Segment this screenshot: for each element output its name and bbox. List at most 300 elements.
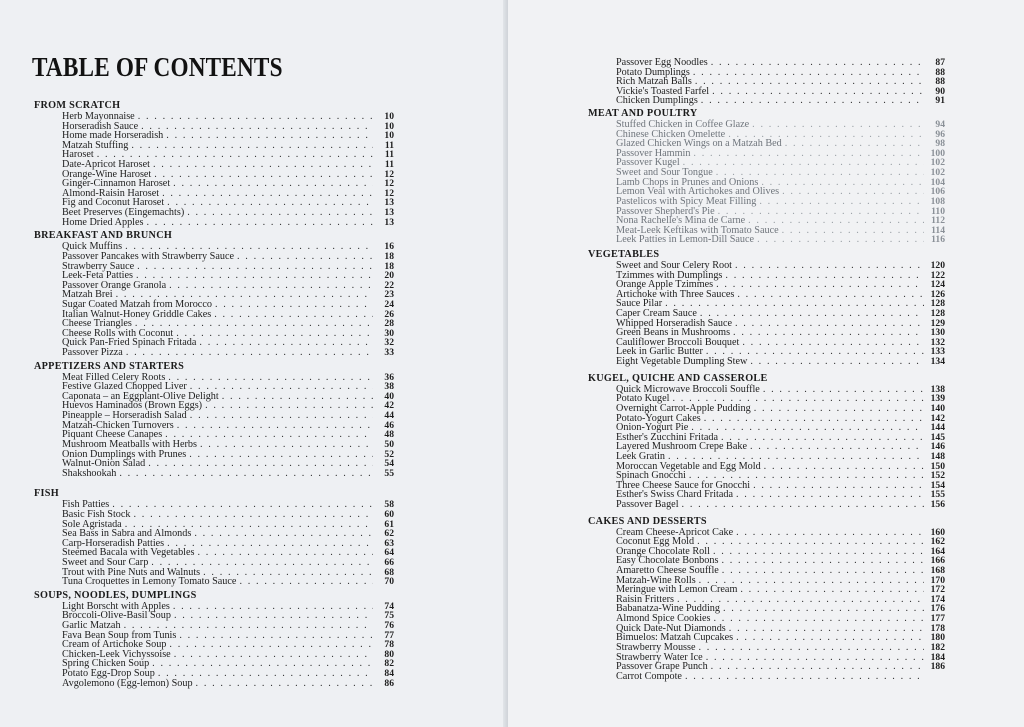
recipe-name: Potato Kugel (616, 393, 670, 405)
dot-leader (721, 556, 924, 566)
page-number: 60 (384, 508, 394, 520)
page-number: 18 (384, 250, 394, 262)
page-number: 28 (384, 318, 394, 330)
recipe-name: Light Borscht with Apples (62, 600, 170, 612)
dot-leader (196, 679, 373, 689)
dot-leader (237, 252, 373, 262)
page-number: 70 (384, 576, 394, 588)
recipe-name: Leek in Garlic Butter (616, 346, 703, 358)
toc-entry (34, 577, 394, 587)
recipe-name: Matzah Stuffing (62, 139, 129, 151)
left-toc-column (34, 100, 394, 688)
toc-section-fish (34, 488, 394, 586)
page-number: 40 (384, 390, 394, 402)
section-heading: APPETIZERS AND STARTERS (34, 360, 185, 372)
dot-leader (759, 197, 924, 207)
recipe-name: Vickie's Toasted Farfel (616, 85, 710, 97)
dot-leader (711, 58, 924, 68)
dot-leader (137, 262, 373, 272)
recipe-name: Meringue with Lemon Cream (616, 584, 738, 596)
dot-leader (754, 404, 924, 414)
recipe-name: Fish Patties (62, 499, 110, 511)
toc-entry (34, 679, 394, 689)
recipe-name: Chicken Dumplings (616, 95, 698, 107)
recipe-name: Orange Chocolate Roll (616, 545, 710, 557)
page-number: 86 (384, 677, 394, 689)
dot-leader (714, 614, 924, 624)
page-number: 88 (935, 76, 945, 88)
dot-leader (147, 218, 374, 228)
page-number: 11 (384, 139, 394, 151)
recipe-name: Garlic Matzah (62, 620, 121, 632)
recipe-name: Onion Dumplings with Prunes (62, 448, 187, 460)
dot-leader (701, 96, 924, 106)
dot-leader (750, 442, 924, 452)
page-number: 180 (930, 632, 945, 644)
recipe-name: Green Beans in Mushrooms (616, 327, 731, 339)
page-number: 11 (384, 149, 394, 161)
page-number: 13 (384, 197, 394, 209)
recipe-name: Mushroom Meatballs with Herbs (62, 438, 197, 450)
dot-leader (189, 450, 373, 460)
page-number: 172 (930, 584, 945, 596)
recipe-name: Spring Chicken Soup (62, 658, 150, 670)
recipe-name: Esther's Zucchini Fritada (616, 431, 718, 443)
recipe-name: Potato-Yogurt Cakes (616, 412, 701, 424)
page-number: 58 (384, 499, 394, 511)
page-number: 142 (930, 412, 945, 424)
dot-leader (199, 338, 373, 348)
recipe-name: Bimuelos: Matzah Cupcakes (616, 632, 734, 644)
page-number: 174 (930, 593, 945, 605)
recipe-name: Sea Bass in Sabra and Almonds (62, 528, 192, 540)
dot-leader (723, 604, 924, 614)
recipe-name: Ginger-Cinnamon Haroset (62, 178, 171, 190)
page-number: 18 (384, 260, 394, 272)
page-number: 168 (930, 565, 945, 577)
recipe-name: Caper Cream Sauce (616, 308, 697, 320)
dot-leader (173, 602, 373, 612)
page-number: 130 (930, 327, 945, 339)
page-number: 66 (384, 556, 394, 568)
dot-leader (187, 208, 373, 218)
toc-section-from-scratch (34, 100, 394, 227)
page-number: 52 (384, 448, 394, 460)
page-number: 102 (930, 167, 945, 179)
page-number: 78 (384, 639, 394, 651)
recipe-name: Onion-Yogurt Pie (616, 422, 689, 434)
dot-leader (711, 662, 924, 672)
recipe-name: Shakshookah (62, 467, 117, 479)
recipe-name: Caponata – an Eggplant-Olive Delight (62, 390, 219, 402)
recipe-name: Quick Muffins (62, 241, 123, 253)
recipe-name: Lemon Veal with Artichokes and Olives (616, 186, 780, 198)
dot-leader (736, 633, 924, 643)
page-number: 74 (384, 600, 394, 612)
page-number: 22 (384, 279, 394, 291)
recipe-name: Almond-Raisin Haroset (62, 187, 160, 199)
recipe-name: Date-Apricot Haroset (62, 159, 150, 171)
recipe-name: Sole Agristada (62, 518, 122, 530)
recipe-name: Matzah-Wine Rolls (616, 574, 696, 586)
page-number: 100 (930, 147, 945, 159)
toc-entry (34, 469, 394, 479)
page-number: 88 (935, 66, 945, 78)
dot-leader (134, 510, 374, 520)
page-number: 13 (384, 216, 394, 228)
recipe-name: Chicken-Leek Vichyssoise (62, 648, 171, 660)
dot-leader (750, 357, 924, 367)
recipe-name: Passover Pancakes with Strawberry Sauce (62, 250, 235, 262)
recipe-name: Tuna Croquettes in Lemony Tomato Sauce (62, 576, 237, 588)
page-number: 80 (384, 648, 394, 660)
recipe-name: Eight Vegetable Dumpling Stew (616, 356, 748, 368)
recipe-name: Herb Mayonnaise (62, 111, 135, 122)
recipe-name: Cheese Triangles (62, 318, 132, 330)
dot-leader (725, 271, 924, 281)
recipe-name: Raisin Fritters (616, 593, 675, 605)
page-number: 106 (930, 186, 945, 198)
dot-leader (153, 160, 373, 170)
page-number: 62 (384, 528, 394, 540)
dot-leader (119, 469, 373, 479)
page-number: 110 (931, 205, 945, 217)
recipe-name: Strawberry Mousse (616, 641, 696, 653)
recipe-name: Artichoke with Three Sauces (616, 288, 735, 300)
toc-entry (34, 218, 394, 228)
recipe-name: Basic Fish Stock (62, 508, 131, 520)
page-number: 82 (384, 658, 394, 670)
recipe-name: Cauliflower Broccoli Bouquet (616, 336, 740, 348)
dot-leader (174, 611, 373, 621)
left-page (0, 0, 508, 727)
recipe-name: Fava Bean Soup from Tunis (62, 629, 177, 641)
right-page (508, 0, 1024, 727)
page-number: 77 (384, 629, 394, 641)
page-number: 75 (384, 610, 394, 622)
recipe-name: Quick Date-Nut Diamonds (616, 622, 726, 634)
recipe-name: Meat-Leek Keftikas with Tomato Sauce (616, 224, 779, 236)
dot-leader (782, 187, 924, 197)
section-heading: KUGEL, QUICHE AND CASSEROLE (588, 372, 768, 384)
recipe-name: Broccoli-Olive-Basil Soup (62, 610, 171, 622)
dot-leader (222, 392, 373, 402)
dot-leader (761, 178, 924, 188)
recipe-name: Cream of Artichoke Soup (62, 639, 167, 651)
page-number: 170 (930, 574, 945, 586)
toc-section-continued (588, 58, 945, 106)
recipe-name: Passover Pizza (62, 347, 123, 359)
page-number: 112 (931, 215, 945, 227)
page-number: 184 (930, 651, 945, 663)
dot-leader (190, 411, 373, 421)
page-number: 166 (930, 555, 945, 567)
dot-leader (733, 328, 924, 338)
recipe-name: Trout with Pine Nuts and Walnuts (62, 566, 201, 578)
dot-leader (713, 547, 924, 557)
dot-leader (166, 131, 373, 141)
page-number: 160 (930, 526, 945, 538)
recipe-name: Cream Cheese-Apricot Cake (616, 526, 734, 538)
page-number: 10 (384, 130, 394, 142)
recipe-name: Nona Rachelle's Mina de Carne (616, 215, 746, 227)
recipe-name: Walnut-Onion Salad (62, 458, 146, 470)
dot-leader (742, 338, 924, 348)
recipe-name: Sauce Pilar (616, 298, 663, 310)
dot-leader (239, 577, 373, 587)
recipe-name: Rich Matzah Balls (616, 76, 692, 88)
dot-leader (683, 158, 924, 168)
page-number: 11 (384, 159, 394, 171)
section-heading: BREAKFAST AND BRUNCH (34, 230, 173, 242)
recipe-name: Horseradish Sauce (62, 120, 139, 132)
dot-leader (706, 653, 924, 663)
recipe-name: Sweet and Sour Carp (62, 556, 149, 568)
recipe-name: Passover Orange Granola (62, 279, 167, 291)
dot-leader (138, 112, 373, 122)
recipe-name: Passover Bagel (616, 498, 679, 510)
dot-leader (167, 539, 373, 549)
page-number: 12 (384, 187, 394, 199)
page-number: 23 (384, 289, 394, 301)
page-number: 132 (930, 336, 945, 348)
recipe-name: Passover Grape Punch (616, 661, 708, 673)
dot-leader (174, 650, 373, 660)
dot-leader (141, 122, 373, 132)
page-number: 164 (930, 545, 945, 557)
dot-leader (736, 490, 924, 500)
dot-leader (785, 139, 924, 149)
page-number: 91 (935, 95, 945, 107)
right-toc-column (588, 58, 945, 681)
dot-leader (169, 640, 373, 650)
recipe-name: Strawberry Water Ice (616, 651, 703, 663)
page-number: 176 (930, 603, 945, 615)
page-number: 134 (930, 356, 945, 368)
page-number: 12 (384, 168, 394, 180)
dot-leader (718, 207, 924, 217)
page-number: 10 (384, 111, 394, 122)
recipe-name: Almond Spice Cookies (616, 613, 711, 625)
page-number: 114 (931, 224, 945, 236)
recipe-name: Beet Preserves (Eingemachts) (62, 207, 185, 219)
page-number: 68 (384, 566, 394, 578)
page-number: 108 (930, 195, 945, 207)
recipe-name: Esther's Swiss Chard Fritada (616, 489, 734, 501)
page-number: 162 (930, 536, 945, 548)
dot-leader (700, 309, 924, 319)
recipe-name: Pastelicos with Spicy Meat Filling (616, 195, 757, 207)
page-number: 24 (384, 298, 394, 310)
page-number: 94 (935, 119, 945, 131)
dot-leader (729, 624, 924, 634)
dot-leader (763, 385, 924, 395)
page-number: 152 (930, 470, 945, 482)
page-number: 16 (384, 241, 394, 253)
page-number: 98 (935, 138, 945, 150)
recipe-name: Home made Horseradish (62, 130, 164, 142)
recipe-name: Glazed Chicken Wings on a Matzah Bed (616, 138, 782, 150)
recipe-name: Orange Apple Tzimmes (616, 279, 714, 291)
recipe-name: Quick Pan-Fried Spinach Fritada (62, 337, 197, 349)
page-number: 96 (935, 128, 945, 140)
recipe-name: Fig and Coconut Haroset (62, 197, 165, 209)
toc-section-appetizers-and-starters (34, 361, 394, 479)
recipe-name: Chinese Chicken Omelette (616, 128, 726, 140)
dot-leader (152, 659, 373, 669)
recipe-name: Sugar Coated Matzah from Morocco (62, 298, 212, 310)
recipe-name: Home Dried Apples (62, 216, 144, 228)
recipe-name: Easy Chocolate Bonbons (616, 555, 719, 567)
recipe-name: Cheese Rolls with Coconut (62, 327, 174, 339)
dot-leader (737, 290, 924, 300)
dot-leader (200, 440, 373, 450)
dot-leader (112, 500, 373, 510)
page-number: 12 (384, 178, 394, 190)
recipe-name: Spinach Gnocchi (616, 470, 686, 482)
recipe-name: Leek-Feta Patties (62, 270, 134, 282)
page-number: 186 (930, 661, 945, 673)
dot-leader (782, 226, 924, 236)
dot-leader (198, 548, 374, 558)
recipe-name: Passover Kugel (616, 157, 680, 169)
page-number: 64 (384, 547, 394, 559)
page-number: 20 (384, 270, 394, 282)
recipe-name: Amaretto Cheese Souffle (616, 565, 719, 577)
page-number: 148 (930, 450, 945, 462)
recipe-name: Overnight Carrot-Apple Pudding (616, 402, 751, 414)
dot-leader (131, 141, 373, 151)
dot-leader (194, 529, 373, 539)
page-number: 154 (930, 479, 945, 491)
page-number: 116 (931, 234, 945, 246)
page-number: 155 (930, 489, 945, 501)
page-number: 48 (384, 429, 394, 441)
recipe-name: Leek Patties in Lemon-Dill Sauce (616, 234, 755, 246)
dot-leader (173, 179, 373, 189)
page-number: 128 (930, 308, 945, 320)
dot-leader (167, 198, 373, 208)
dot-leader (665, 299, 924, 309)
page-number: 50 (384, 438, 394, 450)
recipe-name: Huevos Haminados (Brown Eggs) (62, 400, 203, 412)
recipe-name: Lamb Chops in Prunes and Onions (616, 176, 759, 188)
dot-leader (126, 348, 373, 358)
dot-leader (168, 373, 373, 383)
toc-entry (588, 96, 945, 106)
toc-entry (34, 348, 394, 358)
page-number: 46 (384, 419, 394, 431)
page-number: 13 (384, 207, 394, 219)
dot-leader (695, 77, 924, 87)
toc-entry (588, 357, 945, 367)
recipe-name: Pineapple – Horseradish Salad (62, 410, 187, 422)
recipe-name: Three Cheese Sauce for Gnocchi (616, 479, 751, 491)
page-number: 139 (930, 393, 945, 405)
section-heading: FROM SCRATCH (34, 100, 121, 111)
page-number: 61 (384, 518, 394, 530)
dot-leader (757, 235, 924, 245)
page-number: 126 (930, 288, 945, 300)
recipe-name: Layered Mushroom Crepe Bake (616, 441, 747, 453)
section-heading: CAKES AND DESSERTS (588, 515, 707, 527)
recipe-name: Quick Microwave Broccoli Souffle (616, 383, 760, 395)
recipe-name: Stuffed Chicken in Coffee Glaze (616, 119, 750, 131)
page-number: 38 (384, 381, 394, 393)
dot-leader (136, 271, 373, 281)
page-number: 102 (930, 157, 945, 169)
page-number: 128 (930, 298, 945, 310)
recipe-name: Matzah-Chicken Turnovers (62, 419, 174, 431)
page-number: 54 (384, 458, 394, 470)
page-number: 76 (384, 620, 394, 632)
page-number: 63 (384, 537, 394, 549)
recipe-name: Sweet and Sour Celery Root (616, 259, 733, 271)
toc-entry (588, 235, 945, 245)
dot-leader (736, 528, 924, 538)
dot-leader (693, 149, 924, 159)
recipe-name: Passover Hammin (616, 147, 691, 159)
page-number: 145 (930, 431, 945, 443)
page-number: 133 (930, 346, 945, 358)
page-number: 178 (930, 622, 945, 634)
recipe-name: Carrot Compote (616, 670, 682, 682)
dot-leader (722, 566, 924, 576)
recipe-name: Haroset (62, 149, 94, 161)
section-heading: VEGETABLES (588, 248, 660, 260)
page-number: 156 (930, 498, 945, 510)
dot-leader (691, 423, 924, 433)
page-number: 144 (930, 422, 945, 434)
page-number: 140 (930, 402, 945, 414)
page-number: 146 (930, 441, 945, 453)
dot-leader (753, 481, 924, 491)
page-number: 122 (930, 269, 945, 281)
recipe-name: Avgolemono (Egg-lemon) Soup (62, 677, 193, 689)
page-number: 30 (384, 327, 394, 339)
page-number: 150 (930, 460, 945, 472)
page-number: 36 (384, 371, 394, 383)
dot-leader (740, 585, 924, 595)
dot-leader (177, 421, 373, 431)
recipe-name: Steemed Bacala with Vegetables (62, 547, 195, 559)
page-number: 120 (930, 259, 945, 271)
recipe-name: Whipped Horseradish Sauce (616, 317, 732, 329)
page-number: 104 (930, 176, 945, 188)
page-number: 84 (384, 668, 394, 680)
recipe-name: Potato Dumplings (616, 66, 690, 78)
section-heading: SOUPS, NOODLES, DUMPLINGS (34, 589, 197, 601)
dot-leader (162, 189, 373, 199)
dot-leader (752, 120, 924, 130)
page-number: 10 (384, 120, 394, 132)
recipe-name: Passover Shepherd's Pie (616, 205, 715, 217)
dot-leader (154, 170, 373, 180)
page-number: 138 (930, 383, 945, 395)
recipe-name: Moroccan Vegetable and Egg Mold (616, 460, 761, 472)
page-number: 26 (384, 308, 394, 320)
dot-leader (699, 643, 924, 653)
dot-leader (176, 329, 373, 339)
page-number: 32 (384, 337, 394, 349)
section-heading: FISH (34, 488, 59, 500)
recipe-name: Matzah Brei (62, 289, 113, 301)
toc-section-cakes-and-desserts (588, 516, 945, 682)
recipe-name: Festive Glazed Chopped Liver (62, 381, 187, 393)
dot-leader (712, 87, 924, 97)
dot-leader (169, 281, 373, 291)
dot-leader (697, 537, 924, 547)
